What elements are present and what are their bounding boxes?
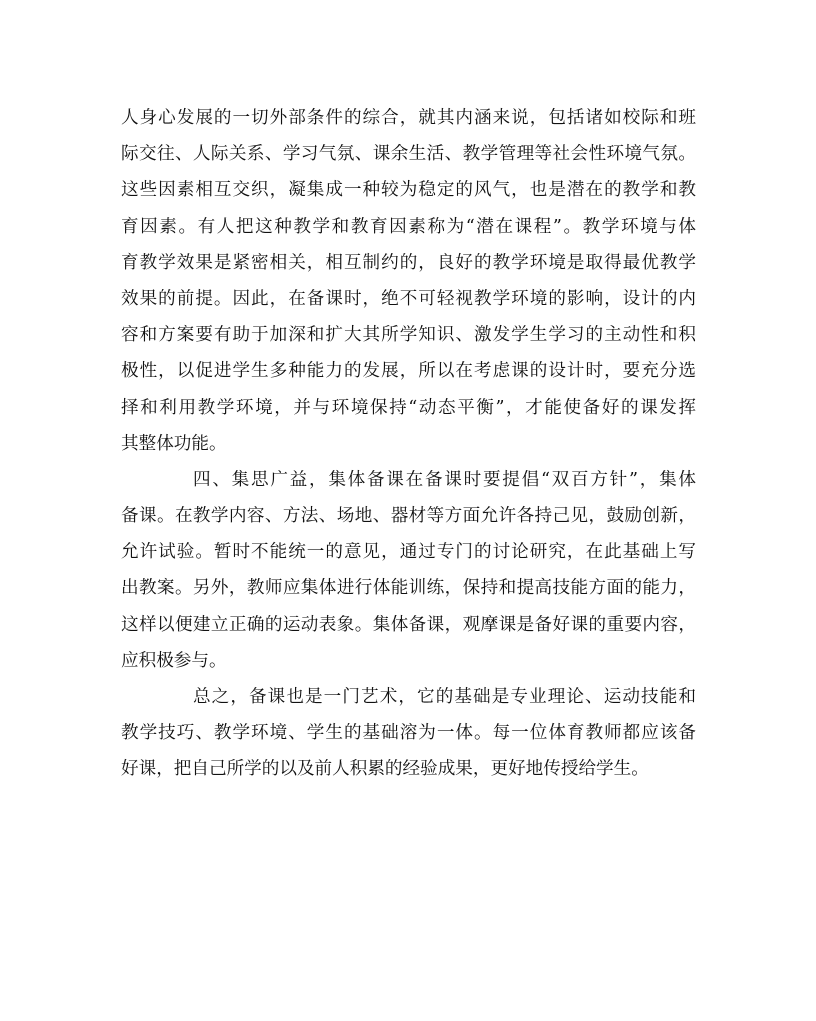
text-line: 应积极参与。 bbox=[121, 650, 227, 671]
text-line: 备课。在教学内容、方法、场地、器材等方面允许各持己见，鼓励创新， bbox=[121, 506, 696, 527]
text-line: 人身心发展的一切外部条件的综合，就其内涵来说，包括诸如校际和班 bbox=[121, 108, 696, 128]
text-line: 这些因素相互交织，凝集成一种较为稳定的风气，也是潜在的教学和教 bbox=[121, 180, 696, 201]
text-line: 容和方案要有助于加深和扩大其所学知识、激发学生学习的主动性和积 bbox=[121, 325, 696, 346]
text-line: 育教学效果是紧密相关，相互制约的，良好的教学环境是取得最优教学 bbox=[121, 252, 696, 273]
text-line: 允许试验。暂时不能统一的意见，通过专门的讨论研究，在此基础上写 bbox=[121, 542, 696, 563]
text-line: 总之，备课也是一门艺术，它的基础是专业理论、运动技能和 bbox=[193, 687, 696, 707]
text-line: 择和利用教学环境，并与环境保持“动态平衡”，才能使备好的课发挥 bbox=[121, 397, 696, 418]
text-line: 好课，把自己所学的以及前人积累的经验成果，更好地传授给学生。 bbox=[121, 759, 649, 780]
paragraph bbox=[121, 462, 696, 679]
text-line: 极性，以促进学生多种能力的发展，所以在考虑课的设计时，要充分选 bbox=[121, 361, 696, 382]
text-line: 效果的前提。因此，在备课时，绝不可轻视教学环境的影响，设计的内 bbox=[121, 288, 696, 309]
text-line: 四、集思广益，集体备课在备课时要提倡“双百方针”，集体 bbox=[193, 469, 696, 490]
paragraph bbox=[121, 679, 696, 788]
text-line: 出教案。另外，教师应集体进行体能训练，保持和提高技能方面的能力， bbox=[121, 578, 696, 599]
text-line: 教学技巧、教学环境、学生的基础溶为一体。每一位体育教师都应该备 bbox=[121, 723, 696, 744]
paragraph bbox=[121, 100, 696, 462]
text-line: 这样以便建立正确的运动表象。集体备课，观摩课是备好课的重要内容， bbox=[121, 614, 696, 635]
document-body bbox=[121, 100, 696, 788]
text-line: 育因素。有人把这种教学和教育因素称为“潜在课程”。教学环境与体 bbox=[121, 216, 696, 237]
text-line: 际交往、人际关系、学习气氛、课余生活、教学管理等社会性环境气氛。 bbox=[121, 144, 696, 165]
text-line: 其整体功能。 bbox=[121, 433, 227, 454]
